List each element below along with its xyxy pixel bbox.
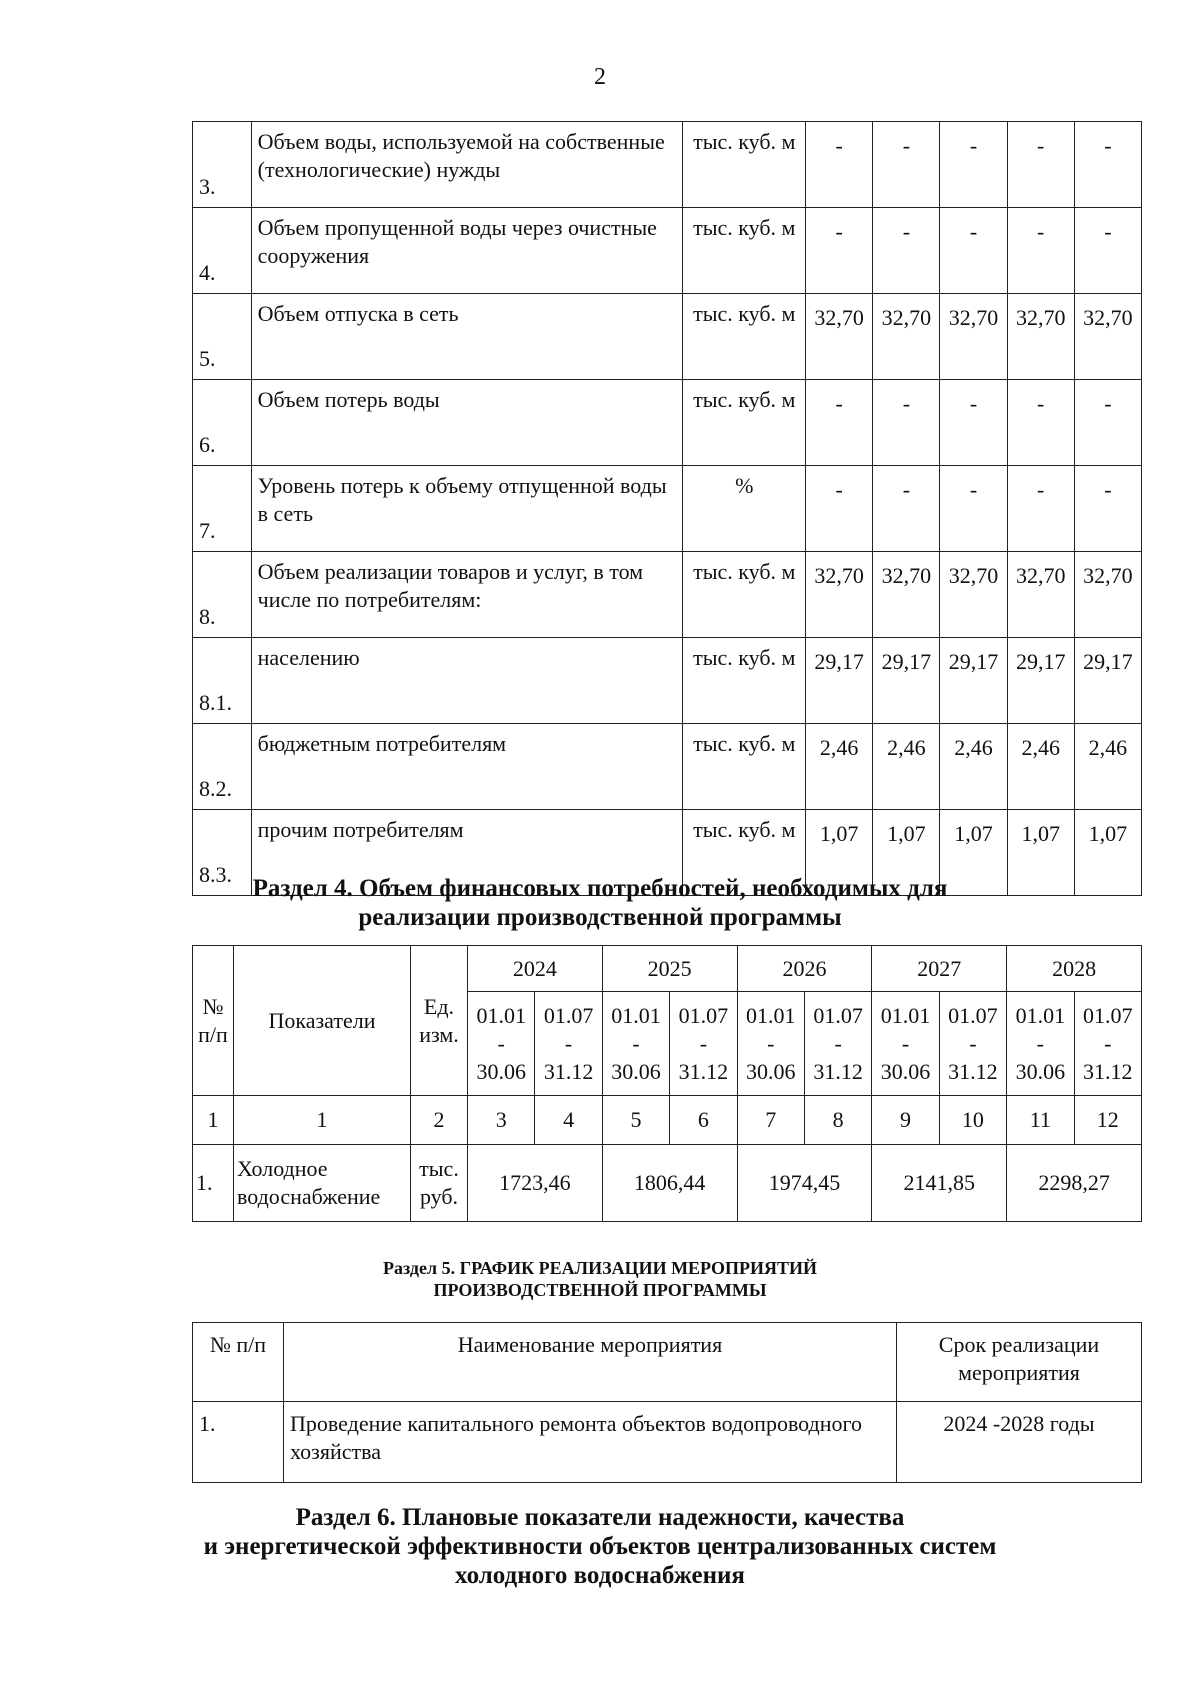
year-value: 1974,45 bbox=[737, 1145, 872, 1222]
header-no: № п/п bbox=[193, 1323, 284, 1402]
period-to: 30.06 bbox=[746, 1058, 796, 1084]
column-number: 6 bbox=[670, 1096, 737, 1145]
table-row bbox=[193, 380, 1142, 466]
section-4-title-line: реализации производственной программы bbox=[358, 904, 842, 931]
period-to: 30.06 bbox=[611, 1058, 661, 1084]
period-header bbox=[939, 992, 1006, 1096]
period-header bbox=[602, 992, 669, 1096]
period-from: 01.07 bbox=[948, 1002, 998, 1028]
period-from: 01.07 bbox=[813, 1002, 863, 1028]
period-header bbox=[804, 992, 871, 1096]
table-row bbox=[193, 552, 1142, 638]
period-from: 01.07 bbox=[678, 1002, 729, 1028]
row-value: 32,70 bbox=[1074, 294, 1141, 380]
row-value: - bbox=[940, 380, 1007, 466]
year-header: 2026 bbox=[737, 946, 872, 992]
row-value: 2,46 bbox=[940, 724, 1007, 810]
row-value: - bbox=[873, 122, 940, 208]
row-value: - bbox=[873, 466, 940, 552]
row-value: - bbox=[1074, 380, 1141, 466]
row-value: 1,07 bbox=[806, 810, 873, 896]
period-dash: - bbox=[901, 1030, 910, 1056]
year-value: 1723,46 bbox=[468, 1145, 603, 1222]
row-value: - bbox=[806, 380, 873, 466]
row-value: - bbox=[1074, 122, 1141, 208]
row-unit: тыс. куб. м bbox=[683, 122, 806, 208]
section-6-title bbox=[0, 1503, 1200, 1590]
row-no: 1. bbox=[193, 1145, 234, 1222]
row-value: - bbox=[1007, 122, 1074, 208]
year-value: 1806,44 bbox=[602, 1145, 737, 1222]
period-header bbox=[737, 992, 804, 1096]
section-4-title bbox=[0, 874, 1200, 932]
row-name: Холодное водоснабжение bbox=[234, 1145, 411, 1222]
year-value: 2141,85 bbox=[872, 1145, 1007, 1222]
table-row bbox=[193, 294, 1142, 380]
row-value: - bbox=[940, 122, 1007, 208]
row-value: 32,70 bbox=[1007, 552, 1074, 638]
row-unit: тыс. руб. bbox=[411, 1145, 468, 1222]
period-dash: - bbox=[699, 1030, 708, 1056]
column-number: 10 bbox=[939, 1096, 1006, 1145]
row-value: - bbox=[940, 466, 1007, 552]
period-header bbox=[1074, 992, 1141, 1096]
period-from: 01.01 bbox=[1015, 1002, 1066, 1028]
period-header bbox=[670, 992, 737, 1096]
period-dash: - bbox=[497, 1030, 505, 1056]
row-number: 8. bbox=[193, 552, 252, 638]
row-number: 8.3. bbox=[193, 810, 252, 896]
row-indicator: бюджетным потребителям bbox=[251, 724, 683, 810]
year-header: 2024 bbox=[468, 946, 603, 992]
row-number: 5. bbox=[193, 294, 252, 380]
row-number: 3. bbox=[193, 122, 252, 208]
column-number: 9 bbox=[872, 1096, 939, 1145]
row-unit: тыс. куб. м bbox=[683, 208, 806, 294]
column-number: 7 bbox=[737, 1096, 804, 1145]
year-header: 2027 bbox=[872, 946, 1007, 992]
row-number: 8.1. bbox=[193, 638, 252, 724]
row-value: - bbox=[1074, 466, 1141, 552]
row-value: - bbox=[1007, 466, 1074, 552]
column-number: 1 bbox=[193, 1096, 234, 1145]
section-5-title-line: ПРОИЗВОДСТВЕННОЙ ПРОГРАММЫ bbox=[433, 1280, 767, 1300]
row-value: 2,46 bbox=[806, 724, 873, 810]
section-5-title-line: Раздел 5. ГРАФИК РЕАЛИЗАЦИИ МЕРОПРИЯТИЙ bbox=[383, 1258, 817, 1278]
row-indicator: Объем пропущенной воды через очистные сооружения bbox=[251, 208, 683, 294]
row-unit: тыс. куб. м bbox=[683, 380, 806, 466]
row-value: - bbox=[873, 380, 940, 466]
row-value: 32,70 bbox=[1007, 294, 1074, 380]
column-number: 5 bbox=[602, 1096, 669, 1145]
row-value: 29,17 bbox=[873, 638, 940, 724]
header-no: № п/п bbox=[193, 946, 234, 1096]
period-to: 31.12 bbox=[543, 1058, 594, 1084]
row-value: - bbox=[806, 122, 873, 208]
page-number: 2 bbox=[594, 64, 606, 90]
column-number: 2 bbox=[411, 1096, 468, 1145]
row-indicator: Объем воды, используемой на собственные (технологические) нужды bbox=[251, 122, 683, 208]
period-header bbox=[535, 992, 602, 1096]
row-value: 32,70 bbox=[940, 552, 1007, 638]
row-value: 32,70 bbox=[940, 294, 1007, 380]
row-value: 32,70 bbox=[806, 552, 873, 638]
table-row bbox=[193, 638, 1142, 724]
header-name: Наименование мероприятия bbox=[284, 1323, 897, 1402]
row-unit: % bbox=[683, 466, 806, 552]
row-value: 32,70 bbox=[806, 294, 873, 380]
row-unit: тыс. куб. м bbox=[683, 810, 806, 896]
period-dash: - bbox=[1036, 1030, 1044, 1056]
period-from: 01.01 bbox=[611, 1002, 661, 1028]
period-header bbox=[468, 992, 535, 1096]
period-header bbox=[872, 992, 939, 1096]
period-from: 01.01 bbox=[476, 1002, 526, 1028]
row-value: - bbox=[873, 208, 940, 294]
row-unit: тыс. куб. м bbox=[683, 638, 806, 724]
header-unit: Ед. изм. bbox=[411, 946, 468, 1096]
section-5-title bbox=[0, 1257, 1200, 1301]
row-value: 1,07 bbox=[1007, 810, 1074, 896]
period-header bbox=[1007, 992, 1074, 1096]
table-row bbox=[193, 466, 1142, 552]
row-unit: тыс. куб. м bbox=[683, 294, 806, 380]
section-6-title-line: Раздел 6. Плановые показатели надежности, качества bbox=[295, 1504, 905, 1531]
period-dash: - bbox=[834, 1030, 842, 1056]
row-value: 29,17 bbox=[1007, 638, 1074, 724]
column-number: 3 bbox=[468, 1096, 535, 1145]
period-from: 01.01 bbox=[746, 1002, 796, 1028]
header-term: Срок реализации мероприятия bbox=[897, 1323, 1142, 1402]
row-indicator: прочим потребителям bbox=[251, 810, 683, 896]
header-indicator: Показатели bbox=[234, 946, 411, 1096]
row-value: 1,07 bbox=[873, 810, 940, 896]
row-value: 1,07 bbox=[940, 810, 1007, 896]
column-number: 11 bbox=[1007, 1096, 1074, 1145]
row-value: 32,70 bbox=[1074, 552, 1141, 638]
row-value: 2,46 bbox=[1007, 724, 1074, 810]
row-value: 2,46 bbox=[1074, 724, 1141, 810]
row-indicator: Уровень потерь к объему отпущенной воды в сеть bbox=[251, 466, 683, 552]
row-indicator: населению bbox=[251, 638, 683, 724]
row-value: - bbox=[940, 208, 1007, 294]
period-from: 01.07 bbox=[543, 1002, 594, 1028]
row-value: - bbox=[1007, 380, 1074, 466]
period-to: 30.06 bbox=[476, 1058, 526, 1084]
row-value: 32,70 bbox=[873, 552, 940, 638]
row-term: 2024 -2028 годы bbox=[897, 1402, 1142, 1483]
row-value: 29,17 bbox=[1074, 638, 1141, 724]
row-number: 8.2. bbox=[193, 724, 252, 810]
row-number: 4. bbox=[193, 208, 252, 294]
table-row bbox=[193, 724, 1142, 810]
year-value: 2298,27 bbox=[1007, 1145, 1142, 1222]
row-value: 29,17 bbox=[940, 638, 1007, 724]
row-number: 6. bbox=[193, 380, 252, 466]
column-number: 12 bbox=[1074, 1096, 1141, 1145]
row-value: - bbox=[1074, 208, 1141, 294]
period-from: 01.01 bbox=[880, 1002, 931, 1028]
section-6-title-line: холодного водоснабжения bbox=[455, 1562, 745, 1589]
water-volume-table bbox=[192, 121, 1142, 896]
schedule-table bbox=[192, 1322, 1142, 1483]
period-to: 31.12 bbox=[678, 1058, 729, 1084]
column-number: 4 bbox=[535, 1096, 602, 1145]
row-name: Проведение капитального ремонта объектов водопроводного хозяйства bbox=[284, 1402, 897, 1483]
row-number: 7. bbox=[193, 466, 252, 552]
period-dash: - bbox=[1104, 1030, 1112, 1056]
row-value: - bbox=[806, 466, 873, 552]
table-row bbox=[193, 122, 1142, 208]
row-unit: тыс. куб. м bbox=[683, 552, 806, 638]
period-to: 31.12 bbox=[813, 1058, 863, 1084]
table-row bbox=[193, 208, 1142, 294]
row-value: 29,17 bbox=[806, 638, 873, 724]
period-dash: - bbox=[632, 1030, 640, 1056]
row-value: 32,70 bbox=[873, 294, 940, 380]
financial-needs-table bbox=[192, 945, 1142, 1222]
column-number: 8 bbox=[804, 1096, 871, 1145]
year-header: 2025 bbox=[602, 946, 737, 992]
row-indicator: Объем реализации товаров и услуг, в том числе по потребителям: bbox=[251, 552, 683, 638]
section-4-title-line: Раздел 4. Объем финансовых потребностей, необходимых для bbox=[252, 875, 948, 902]
row-value: 2,46 bbox=[873, 724, 940, 810]
row-no: 1. bbox=[193, 1402, 284, 1483]
row-value: 1,07 bbox=[1074, 810, 1141, 896]
period-dash: - bbox=[969, 1030, 977, 1056]
period-from: 01.07 bbox=[1083, 1002, 1133, 1028]
year-header: 2028 bbox=[1007, 946, 1142, 992]
row-value: - bbox=[1007, 208, 1074, 294]
period-dash: - bbox=[564, 1030, 573, 1056]
period-dash: - bbox=[767, 1030, 775, 1056]
row-value: - bbox=[806, 208, 873, 294]
period-to: 31.12 bbox=[1083, 1058, 1133, 1084]
column-number: 1 bbox=[234, 1096, 411, 1145]
row-unit: тыс. куб. м bbox=[683, 724, 806, 810]
row-indicator: Объем отпуска в сеть bbox=[251, 294, 683, 380]
section-6-title-line: и энергетической эффективности объектов централизованных систем bbox=[203, 1533, 997, 1560]
period-to: 30.06 bbox=[1015, 1058, 1066, 1084]
period-to: 31.12 bbox=[948, 1058, 998, 1084]
period-to: 30.06 bbox=[880, 1058, 931, 1084]
row-indicator: Объем потерь воды bbox=[251, 380, 683, 466]
